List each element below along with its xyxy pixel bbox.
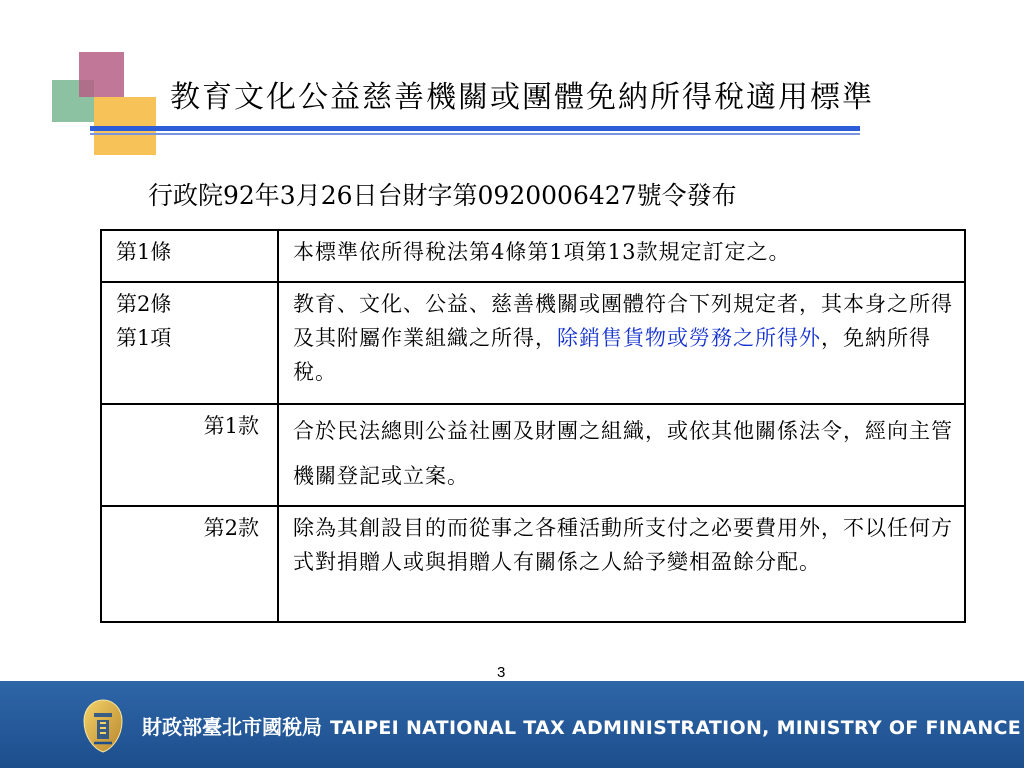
- highlighted-exception-text: 除銷售貨物或勞務之所得外: [557, 326, 821, 350]
- table-row: [101, 282, 965, 404]
- tax-administration-emblem-icon: [82, 699, 124, 753]
- slide-title: 教育文化公益慈善機關或團體免納所得稅適用標準: [170, 80, 874, 115]
- article-text: 本標準依所得稅法第4條第1項第13款規定訂定之。: [278, 230, 965, 282]
- paragraph-label-line: 第1項: [116, 326, 172, 350]
- subparagraph-text: 除為其創設目的而從事之各種活動所支付之必要費用外，不以任何方式對捐贈人或與捐贈人有關係之人給予變相盈餘分配。: [278, 506, 965, 622]
- article-text-part: ，免納所得稅。: [293, 326, 931, 384]
- footer-banner: [0, 681, 1024, 768]
- article-text: [278, 282, 965, 404]
- article-label: [101, 282, 278, 404]
- footer-org-name: [142, 711, 1021, 740]
- table-row: [101, 404, 965, 506]
- footer-org-name-zh: 財政部臺北市國稅局: [142, 715, 322, 739]
- page-number: 3: [497, 664, 506, 681]
- title-underline: [90, 126, 860, 131]
- footer-org-name-en: TAIPEI NATIONAL TAX ADMINISTRATION, MINISTRY OF FINANCE: [330, 717, 1022, 739]
- subparagraph-text: 合於民法總則公益社團及財團之組織，或依其他關係法令，經向主管機關登記或立案。: [278, 404, 965, 506]
- article-text-part: 教育、文化、公益、慈善機關或團體符合下列規定者，其本身之所得及其附屬作業組織之所得，: [293, 292, 953, 350]
- subparagraph-label: 第2款: [101, 506, 278, 622]
- article-label: 第1條: [101, 230, 278, 282]
- regulation-table: [100, 229, 966, 623]
- title-underline-secondary: [90, 133, 860, 135]
- subparagraph-label: 第1款: [101, 404, 278, 506]
- table-row: [101, 506, 965, 622]
- table-row: [101, 230, 965, 282]
- article-label-line: 第2條: [116, 292, 172, 316]
- slide-subtitle: 行政院92年3月26日台財字第0920006427號令發布: [148, 181, 737, 210]
- decor-square-pink: [79, 52, 124, 97]
